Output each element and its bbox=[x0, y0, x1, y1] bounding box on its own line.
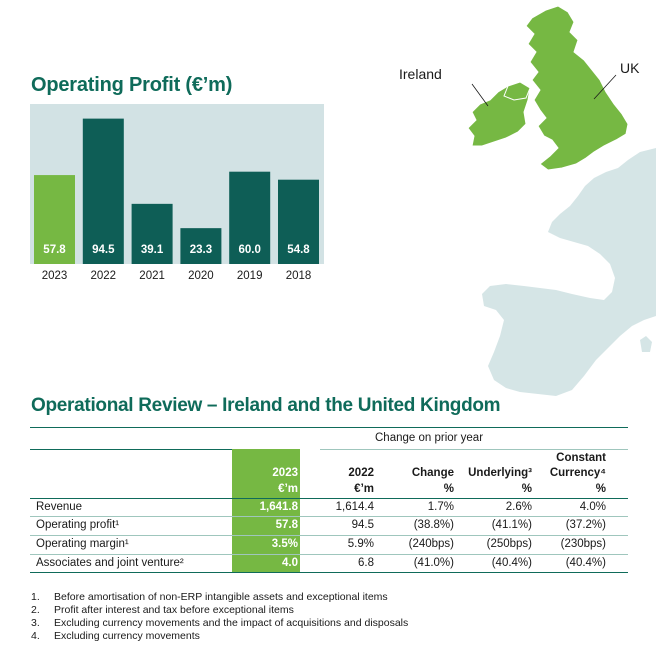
row-label-revenue: Revenue bbox=[36, 501, 83, 513]
footnote-1: 1. Before amortisation of non-ERP intangible assets and exceptional items bbox=[31, 591, 388, 603]
col-header-2023: 2023 bbox=[272, 467, 298, 479]
cell-revenue-2023: 1,641.8 bbox=[259, 501, 298, 513]
bar-value-label-2020: 23.3 bbox=[189, 244, 213, 256]
row-label-operating-margin: Operating margin¹ bbox=[36, 538, 129, 550]
cell-operating-margin-2022: 5.9% bbox=[347, 538, 374, 550]
row-divider bbox=[30, 535, 628, 536]
col-header-constant: Constant bbox=[556, 452, 606, 464]
row-label-associates: Associates and joint venture² bbox=[36, 557, 184, 569]
x-tick-label-2020: 2020 bbox=[188, 270, 214, 282]
row-divider bbox=[30, 516, 628, 517]
footnote-3: 3. Excluding currency movements and the impact of acquisitions and disposals bbox=[31, 617, 409, 629]
table-top-rule bbox=[30, 427, 628, 428]
x-tick-label-2023: 2023 bbox=[41, 270, 68, 282]
col-header-2022: 2022 bbox=[348, 467, 374, 479]
bar-2022 bbox=[83, 119, 124, 264]
col-header-underlying-unit: % bbox=[521, 483, 532, 495]
header-left-rule bbox=[30, 449, 232, 450]
cell-associates-2022: 6.8 bbox=[358, 557, 374, 569]
cell-operating-margin-2023: 3.5% bbox=[271, 538, 298, 550]
x-tick-label-2018: 2018 bbox=[285, 270, 312, 282]
section-title: Operational Review – Ireland and the United Kingdom bbox=[31, 395, 501, 416]
cell-associates-2023: 4.0 bbox=[282, 557, 298, 569]
row-label-operating-profit: Operating profit¹ bbox=[36, 519, 120, 531]
cell-operating-profit-constant: (37.2%) bbox=[565, 519, 606, 531]
col-header-change: Change bbox=[411, 467, 454, 479]
cell-revenue-underlying: 2.6% bbox=[505, 501, 532, 513]
cell-operating-margin-change: (240bps) bbox=[408, 538, 454, 550]
cell-operating-profit-2022: 94.5 bbox=[351, 519, 374, 531]
x-tick-label-2019: 2019 bbox=[236, 270, 263, 282]
col-header-constant-unit: % bbox=[595, 483, 606, 495]
x-tick-label-2022: 2022 bbox=[90, 270, 117, 282]
col-header-currency: Currency⁴ bbox=[549, 467, 606, 479]
bar-value-label-2021: 39.1 bbox=[140, 244, 164, 256]
chart-title: Operating Profit (€’m) bbox=[31, 74, 233, 96]
cell-operating-profit-2023: 57.8 bbox=[275, 519, 298, 531]
footnote-4: 4. Excluding currency movements bbox=[31, 630, 200, 642]
bar-value-label-2022: 94.5 bbox=[92, 244, 115, 256]
bar-value-label-2019: 60.0 bbox=[238, 244, 261, 256]
col-header-2022-unit: €’m bbox=[354, 483, 374, 495]
cell-operating-profit-change: (38.8%) bbox=[413, 519, 454, 531]
footnote-2: 2. Profit after interest and tax before exceptional items bbox=[31, 604, 294, 616]
col-header-underlying: Underlying³ bbox=[468, 467, 532, 479]
map-label-ireland: Ireland bbox=[399, 66, 442, 82]
cell-operating-margin-constant: (230bps) bbox=[560, 538, 606, 550]
cell-revenue-constant: 4.0% bbox=[579, 501, 606, 513]
header-bottom-rule bbox=[30, 498, 628, 499]
cell-associates-underlying: (40.4%) bbox=[491, 557, 532, 569]
table-bottom-rule bbox=[30, 572, 628, 573]
cell-associates-change: (41.0%) bbox=[413, 557, 454, 569]
col-header-2023-unit: €’m bbox=[278, 483, 298, 495]
change-header-rule bbox=[320, 449, 628, 450]
operating-profit-chart bbox=[0, 0, 656, 300]
bar-value-label-2023: 57.8 bbox=[43, 244, 66, 256]
x-tick-label-2021: 2021 bbox=[139, 270, 165, 282]
change-header: Change on prior year bbox=[375, 432, 484, 444]
cell-operating-profit-underlying: (41.1%) bbox=[491, 519, 532, 531]
cell-revenue-change: 1.7% bbox=[427, 501, 454, 513]
cell-operating-margin-underlying: (250bps) bbox=[486, 538, 532, 550]
cell-associates-constant: (40.4%) bbox=[565, 557, 606, 569]
map-label-uk: UK bbox=[620, 60, 640, 76]
col-header-change-unit: % bbox=[443, 483, 454, 495]
row-divider bbox=[30, 554, 628, 555]
bar-value-label-2018: 54.8 bbox=[287, 244, 310, 256]
cell-revenue-2022: 1,614.4 bbox=[335, 501, 374, 513]
